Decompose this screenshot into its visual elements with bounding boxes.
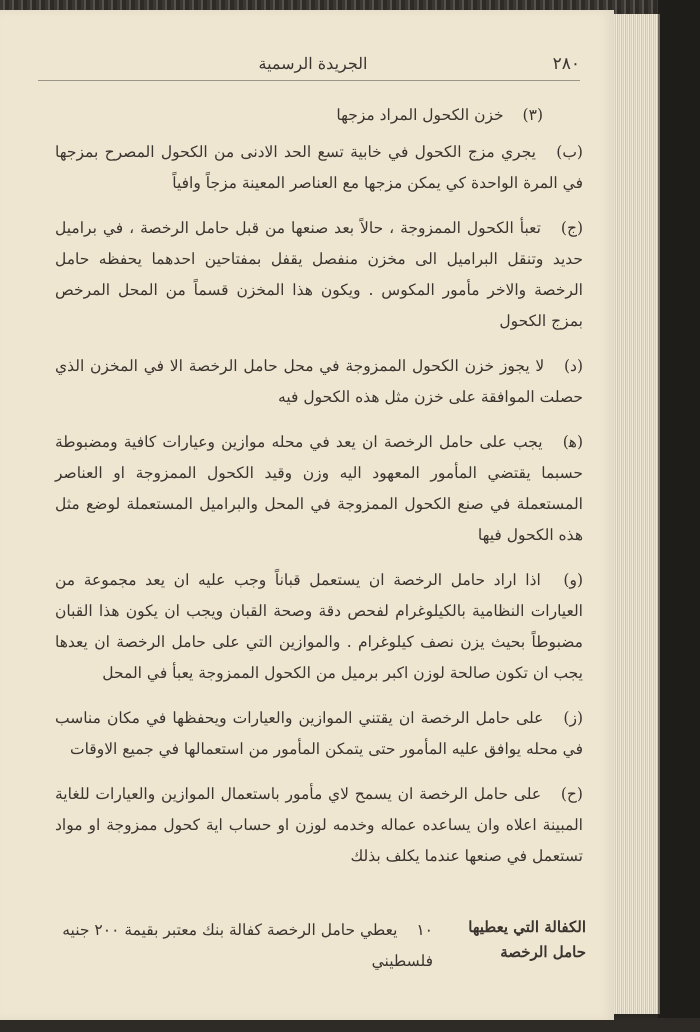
page-header: [38, 54, 580, 81]
clause-paragraph: [55, 351, 583, 413]
book-cover-edge: [658, 0, 700, 1032]
clause-text: يجب على حامل الرخصة ان يعد في محله موازين وعيارات كافية ومضبوطة حسبما يقتضي المأمور المعهود اليه وزن وقيد الكحول الممزوجة او العناصر المستعملة في صنع الكحول الممزوجة في المحل والبراميل المستعملة لوضع مثل هذه الكحول فيها: [55, 433, 583, 544]
clause-text: لا يجوز خزن الكحول الممزوجة في محل حامل الرخصة الا في المخزن الذي حصلت الموافقة على خزن مثل هذه الكحول فيه: [55, 357, 583, 406]
clause-marker: (و): [563, 571, 583, 589]
clause-number: ١٠: [416, 921, 433, 939]
clause-paragraph: [55, 427, 583, 551]
clause-marker: (ز): [563, 709, 583, 727]
clause-text: اذا اراد حامل الرخصة ان يستعمل قباناً وجب عليه ان يعد مجموعة من العيارات النظامية بالكيلوغرام لفحص دقة وصحة القبان ويجب ان يكون هذا القبان مضبوطاً بحيث يزن نصف كيلوغرام . والموازين التي على حامل الرخصة ان يعدها يجب ان تكون صالحة لوزن اكبر برميل من الكحول الممزوجة يعبأ في المحل: [55, 571, 583, 682]
clause-marker: (ب): [556, 143, 583, 161]
book-binding-bottom: [0, 1018, 700, 1032]
page-body: [55, 100, 583, 886]
clause-marker: (٣): [522, 106, 543, 124]
page-number: ٢٨٠: [552, 54, 580, 74]
clause-text: على حامل الرخصة ان يقتني الموازين والعيارات ويحفظها في مكان مناسب في محله يوافق عليه المأمور حتى يتمكن المأمور من استعمالها في جميع الاوقات: [55, 709, 583, 758]
clause-marker: (ج): [560, 219, 583, 237]
clause-paragraph: [55, 137, 583, 199]
margin-note: [436, 915, 586, 965]
section-heading: [55, 100, 583, 131]
clause-continuation: فلسطيني: [371, 952, 433, 970]
clause-paragraph: [55, 703, 583, 765]
running-head: الجريدة الرسمية: [258, 54, 368, 73]
clause-marker: (ح): [560, 785, 583, 803]
clause-10: [38, 915, 433, 977]
clause-text: يجري مزج الكحول في خابية تسع الحد الادنى من الكحول المصرح بمزجها في المرة الواحدة كي يمكن مزجها مع العناصر المعينة مزجاً وافياً: [55, 143, 583, 192]
clause-paragraph: [55, 779, 583, 872]
margin-note-line: حامل الرخصة: [500, 943, 586, 961]
page-edges: [610, 14, 660, 1014]
clause-text: خزن الكحول المراد مزجها: [336, 106, 504, 124]
clause-paragraph: [55, 565, 583, 689]
clause-paragraph: [55, 213, 583, 337]
margin-note-line: الكفالة التي يعطيها: [468, 918, 586, 936]
clause-marker: (د): [564, 357, 583, 375]
document-page: [0, 10, 614, 1020]
clause-text: يعطي حامل الرخصة كفالة بنك معتبر بقيمة ٢٠٠ جنيه: [62, 921, 398, 939]
clause-text: على حامل الرخصة ان يسمح لاي مأمور باستعمال الموازين والعيارات للغاية المبينة اعلاه وان يساعده عماله وخدمه لوزن او حساب اية كحول ممزوجة او مواد تستعمل في صنعها عندما يكلف بذلك: [55, 785, 583, 865]
clause-marker: (ﻫ): [562, 433, 583, 451]
clause-text: تعبأ الكحول الممزوجة ، حالاً بعد صنعها من قبل حامل الرخصة ، في براميل حديد وتنقل البراميل الى مخزن منفصل يقفل بمفتاحين احدهما يحفظه حامل الرخصة والاخر مأمور المكوس . ويكون هذا المخزن قسماً من المحل المرخص بمزج الكحول: [55, 219, 583, 330]
